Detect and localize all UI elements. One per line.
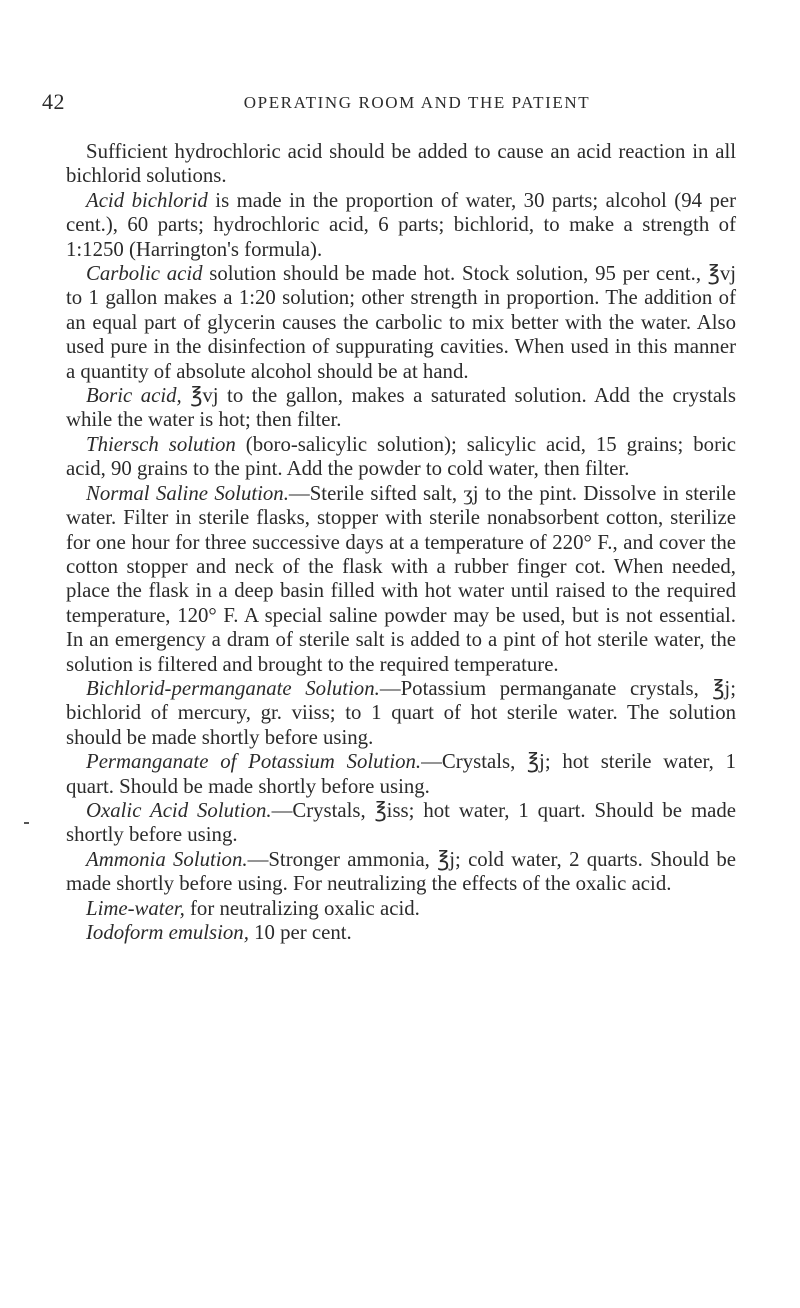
paragraph-text: ℥vj to the gallon, makes a saturated solution. Add the crystals while the water is hot; then filter.	[66, 384, 736, 432]
paragraph-text: solution should be made hot. Stock solution, 95 per cent., ℥vj to 1 gallon makes a 1:20 solution; other strength in proportion. The addition of an equal part of glycerin causes the carbolic to mix better with the water. Also used pure in the disinfection of suppurating cavities. When used in this manner a quantity of absolute alcohol should be at hand.	[66, 262, 736, 383]
paragraph-lime-water	[66, 897, 736, 921]
paragraph-term: Permanganate of Potassium Solution.	[86, 750, 422, 774]
paragraph-text: 10 per cent.	[248, 921, 352, 944]
paragraph-text: Sufficient hydrochloric acid should be added to cause an acid reaction in all bichlorid solutions.	[66, 140, 736, 188]
margin-mark	[24, 822, 29, 824]
paragraph-acid-bichlorid	[66, 189, 736, 262]
page-header	[42, 88, 762, 116]
paragraph-thiersch-solution	[66, 433, 736, 482]
paragraph-term: Acid bichlorid	[86, 188, 208, 212]
paragraph-term: Lime-water,	[86, 896, 185, 920]
paragraph-text: is made in the proportion of water, 30 parts; alcohol (94 per cent.), 60 parts; hydrochloric acid, 6 parts; bichlorid, to make a strength of 1:1250 (Harrington's formula).	[66, 188, 737, 261]
paragraph-boric-acid	[66, 384, 736, 433]
paragraph-text: (boro-salicylic solution); salicylic acid, 15 grains; boric acid, 90 grains to the pint. Add the powder to cold water, then filter.	[66, 432, 737, 481]
paragraph-normal-saline	[66, 482, 736, 677]
paragraph-term: Normal Saline Solution.	[86, 481, 289, 505]
paragraph-ammonia-solution	[66, 848, 736, 897]
paragraph-term: Thiersch solution	[86, 432, 236, 456]
paragraph-text: —Crystals, ℥j; hot sterile water, 1 quart. Should be made shortly before using.	[66, 750, 736, 798]
paragraph-bichlorid-permanganate	[66, 677, 736, 750]
paragraph-carbolic-acid	[66, 262, 736, 384]
paragraph-term: Oxalic Acid Solution.	[86, 798, 272, 822]
page-number: 42	[42, 89, 65, 114]
running-title: OPERATING ROOM AND THE PATIENT	[243, 93, 591, 112]
body-text	[66, 140, 736, 945]
paragraph-permanganate-potassium	[66, 750, 736, 799]
paragraph-iodoform-emulsion	[66, 921, 736, 945]
paragraph-text: for neutralizing oxalic acid.	[184, 896, 420, 920]
paragraph-term: Iodoform emulsion,	[86, 921, 249, 944]
paragraph-hydrochloric-note	[66, 140, 736, 189]
paragraph-term: Bichlorid-permanganate Solution.	[86, 676, 380, 700]
paragraph-term: Ammonia Solution.	[86, 847, 248, 871]
paragraph-text: —Stronger ammonia, ℥j; cold water, 2 quarts. Should be made shortly before using. For neutralizing the effects of the oxalic acid.	[66, 847, 736, 896]
paragraph-text: —Crystals, ℥iss; hot water, 1 quart. Should be made shortly before using.	[66, 798, 736, 847]
paragraph-term: Carbolic acid	[86, 262, 203, 286]
paragraph-text: —Potassium permanganate crystals, ℥j; bichlorid of mercury, gr. viiss; to 1 quart of hot sterile water. The solution should be made shortly before using.	[66, 676, 736, 749]
paragraph-term: Boric acid,	[86, 384, 182, 408]
paragraph-text: —Sterile sifted salt, ʒj to the pint. Dissolve in sterile water. Filter in sterile flasks, stopper with sterile nonabsorbent cotton, sterilize for one hour for three successive days at a temperature of 220° F., and cover the cotton stopper and neck of the flask with a rubber finger cot. When needed, place the flask in a deep basin filled with hot water until raised to the required temperature, 120° F. A special saline powder may be used, but is not essential. In an emergency a dram of sterile salt is added to a pint of hot sterile water, the solution is filtered and brought to the required temperature.	[66, 481, 737, 676]
paragraph-oxalic-acid	[66, 799, 736, 848]
